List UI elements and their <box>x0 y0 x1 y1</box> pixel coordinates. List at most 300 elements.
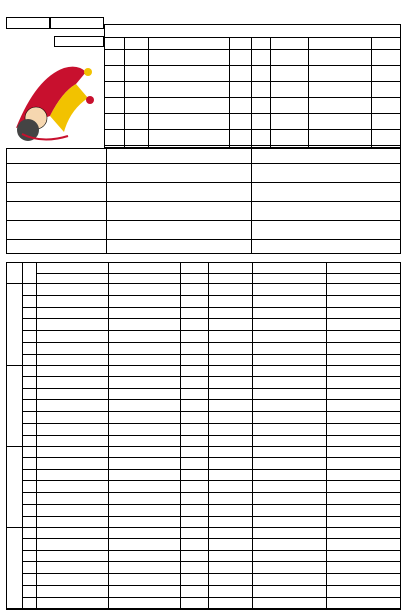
deal-cell <box>36 527 72 538</box>
deal-cell <box>326 319 398 330</box>
deal-cell <box>144 331 180 342</box>
quarter-score-b <box>256 164 316 182</box>
deal-cell <box>208 377 252 388</box>
col-a <box>36 273 108 283</box>
deal-cell <box>72 458 108 469</box>
penalite-a <box>252 355 326 365</box>
deal-cell <box>208 493 252 504</box>
deal-cell <box>252 377 302 388</box>
deal-cell <box>22 284 36 295</box>
bonus-b <box>371 66 401 81</box>
player-name-b <box>309 82 371 97</box>
deal-cell <box>180 527 208 538</box>
deal-cell <box>22 331 36 342</box>
deal-cell <box>252 331 302 342</box>
deal-cell <box>36 400 72 411</box>
deal-cell <box>144 527 180 538</box>
rule <box>270 37 271 148</box>
deal-cell <box>22 550 36 561</box>
licence-a <box>124 130 148 145</box>
deal-cell <box>208 296 252 307</box>
rule <box>251 148 252 254</box>
deal-cell <box>108 412 144 423</box>
deal-cell <box>252 307 302 318</box>
deal-cell <box>36 505 72 516</box>
deal-cell <box>72 412 108 423</box>
deal-cell <box>208 400 252 411</box>
col-ecart-b <box>208 273 252 283</box>
rule <box>252 262 253 610</box>
rule <box>371 37 372 148</box>
deal-cell <box>72 307 108 318</box>
bonus-a <box>229 66 251 81</box>
deal-cell <box>144 400 180 411</box>
att-player-a <box>40 355 110 365</box>
penalite-label <box>210 517 252 527</box>
quarter-label <box>6 202 106 220</box>
quarter-cumul-a <box>178 183 248 201</box>
rule <box>180 262 181 610</box>
deal-cell <box>252 574 302 585</box>
deal-cell <box>180 469 208 480</box>
bonus-a <box>229 98 251 113</box>
deal-cell <box>252 424 302 435</box>
deal-cell <box>108 331 144 342</box>
deal-cell <box>36 574 72 585</box>
deal-cell <box>326 424 398 435</box>
deal-cell <box>208 481 252 492</box>
deal-cell <box>326 481 398 492</box>
deal-cell <box>252 296 302 307</box>
bonus-a <box>229 50 251 65</box>
deal-cell <box>180 481 208 492</box>
deal-cell <box>144 469 180 480</box>
deal-cell <box>72 424 108 435</box>
deal-cell <box>252 550 302 561</box>
deal-cell <box>22 493 36 504</box>
deal-cell <box>144 505 180 516</box>
rule <box>208 262 209 610</box>
col-ecart-a <box>180 273 208 283</box>
deal-cell <box>36 550 72 561</box>
deal-cell <box>180 284 208 295</box>
quarter-score-a <box>108 221 178 239</box>
att-label <box>8 598 32 608</box>
rule <box>22 262 23 610</box>
deal-cell <box>72 550 108 561</box>
deal-cell <box>180 493 208 504</box>
col-pm-a <box>252 273 326 283</box>
bonus-b <box>371 130 401 145</box>
deal-cell <box>252 586 302 597</box>
deal-cell <box>36 343 72 354</box>
deal-cell <box>208 505 252 516</box>
team-a-title <box>124 24 251 37</box>
licence-b <box>252 82 308 97</box>
deal-cell <box>144 562 180 573</box>
quarter-label <box>6 183 106 201</box>
deal-cell <box>108 307 144 318</box>
rule <box>6 608 401 609</box>
deal-cell <box>36 539 72 550</box>
licence-b <box>252 66 308 81</box>
rule <box>148 37 149 148</box>
deal-cell <box>22 400 36 411</box>
deal-cell <box>108 550 144 561</box>
att-player-a <box>40 436 110 446</box>
deal-cell <box>326 365 398 376</box>
quarter-vertical-label <box>6 527 22 597</box>
bonus-label <box>6 149 106 163</box>
deal-cell <box>180 458 208 469</box>
licence-b <box>252 114 308 129</box>
deal-cell <box>36 331 72 342</box>
deal-cell <box>36 562 72 573</box>
bonus-total-a <box>124 149 251 163</box>
penalite-b <box>326 436 401 446</box>
deal-cell <box>144 307 180 318</box>
deal-cell <box>108 574 144 585</box>
col-bonus-b <box>371 38 401 49</box>
deal-cell <box>208 539 252 550</box>
deal-cell <box>326 469 398 480</box>
deal-cell <box>108 343 144 354</box>
deal-cell <box>108 319 144 330</box>
deal-cell <box>36 481 72 492</box>
deal-cell <box>326 574 398 585</box>
deal-cell <box>36 412 72 423</box>
deal-cell <box>144 481 180 492</box>
deal-cell <box>180 307 208 318</box>
deal-cell <box>326 284 398 295</box>
deal-cell <box>326 505 398 516</box>
deal-cell <box>208 319 252 330</box>
deal-cell <box>72 365 108 376</box>
deal-cell <box>208 586 252 597</box>
deal-cell <box>180 400 208 411</box>
penalite-a <box>252 598 326 608</box>
deal-cell <box>144 365 180 376</box>
col-pm-b <box>326 273 401 283</box>
bonus-a <box>229 130 251 145</box>
quarter-cumul-b <box>316 183 398 201</box>
bonus-b <box>371 114 401 129</box>
deal-cell <box>108 539 144 550</box>
deal-cell <box>180 296 208 307</box>
deal-cell <box>144 319 180 330</box>
deal-cell <box>22 505 36 516</box>
deal-cell <box>72 284 108 295</box>
deal-cell <box>22 527 36 538</box>
att-label <box>8 355 32 365</box>
deal-cell <box>108 562 144 573</box>
deal-cell <box>180 319 208 330</box>
deal-cell <box>208 365 252 376</box>
deal-cell <box>22 539 36 550</box>
deal-cell <box>72 493 108 504</box>
deal-cell <box>180 377 208 388</box>
deal-cell <box>144 586 180 597</box>
deal-cell <box>108 493 144 504</box>
deal-cell <box>252 493 302 504</box>
col-nom-a <box>148 38 229 49</box>
deal-cell <box>180 505 208 516</box>
quarter-score-b <box>256 183 316 201</box>
deal-cell <box>144 539 180 550</box>
deal-cell <box>108 296 144 307</box>
deal-cell <box>208 331 252 342</box>
deal-cell <box>36 296 72 307</box>
deal-cell <box>208 343 252 354</box>
quarter-score-a <box>108 202 178 220</box>
arbitre-name <box>8 46 104 57</box>
deal-cell <box>208 469 252 480</box>
deal-cell <box>252 562 302 573</box>
bonus-total-b <box>290 149 401 163</box>
deal-cell <box>326 458 398 469</box>
deal-cell <box>108 469 144 480</box>
deal-cell <box>72 446 108 457</box>
player-name-a <box>149 114 229 129</box>
deal-cell <box>36 586 72 597</box>
deal-cell <box>326 412 398 423</box>
deal-cell <box>326 400 398 411</box>
deal-cell <box>144 388 180 399</box>
deal-cell <box>144 412 180 423</box>
deal-cell <box>144 550 180 561</box>
licence-a <box>124 50 148 65</box>
deal-cell <box>180 388 208 399</box>
deal-cell <box>36 493 72 504</box>
rule <box>106 148 107 254</box>
deal-cell <box>72 469 108 480</box>
bonus-b <box>371 50 401 65</box>
deal-cell <box>72 296 108 307</box>
deal-cell <box>208 562 252 573</box>
deal-cell <box>208 412 252 423</box>
att-player-b <box>112 598 180 608</box>
deal-cell <box>108 505 144 516</box>
deal-cell <box>144 458 180 469</box>
deal-cell <box>22 388 36 399</box>
deal-cell <box>144 574 180 585</box>
jester-icon <box>6 58 104 144</box>
deal-cell <box>144 343 180 354</box>
quarter-score-b <box>256 202 316 220</box>
deal-cell <box>36 446 72 457</box>
deal-cell <box>72 481 108 492</box>
quarter-vertical-label <box>6 446 22 516</box>
deal-cell <box>108 424 144 435</box>
deal-cell <box>208 574 252 585</box>
col-licence-b <box>251 38 308 49</box>
penalite-b <box>326 517 401 527</box>
quarter-cumul-b <box>316 164 398 182</box>
deal-cell <box>144 296 180 307</box>
deal-cell <box>72 319 108 330</box>
deal-cell <box>180 562 208 573</box>
deal-cell <box>252 319 302 330</box>
penalite-b <box>326 598 401 608</box>
deal-cell <box>22 424 36 435</box>
licence-a <box>124 82 148 97</box>
deal-cell <box>252 400 302 411</box>
deal-cell <box>208 388 252 399</box>
att-player-a <box>40 517 110 527</box>
deal-cell <box>22 458 36 469</box>
deal-cell <box>72 400 108 411</box>
player-index <box>104 130 124 145</box>
deal-cell <box>108 377 144 388</box>
deal-cell <box>108 388 144 399</box>
player-index <box>104 98 124 113</box>
deal-cell <box>22 296 36 307</box>
player-name-b <box>309 130 371 145</box>
deal-cell <box>252 343 302 354</box>
rule <box>36 273 401 274</box>
total-label <box>8 240 98 254</box>
deal-cell <box>108 365 144 376</box>
deal-cell <box>180 412 208 423</box>
deal-cell <box>36 469 72 480</box>
deal-cell <box>72 388 108 399</box>
deal-cell <box>22 469 36 480</box>
quarter-vertical-label <box>6 365 22 435</box>
deal-cell <box>208 550 252 561</box>
deal-cell <box>36 458 72 469</box>
player-name-a <box>149 130 229 145</box>
licence-b <box>252 50 308 65</box>
penalite-b <box>326 355 401 365</box>
deal-cell <box>36 319 72 330</box>
quarter-label <box>6 221 106 239</box>
deal-cell <box>180 586 208 597</box>
total-b <box>270 239 401 254</box>
deal-cell <box>180 343 208 354</box>
deal-cell <box>208 527 252 538</box>
deal-cell <box>252 446 302 457</box>
deal-cell <box>208 458 252 469</box>
deal-cell <box>326 539 398 550</box>
quarter-cumul-b <box>316 221 398 239</box>
rule <box>308 37 309 148</box>
deal-cell <box>180 424 208 435</box>
deal-cell <box>326 586 398 597</box>
quarter-vertical-label <box>6 284 22 354</box>
licence-b <box>252 98 308 113</box>
penalite-label <box>210 436 252 446</box>
deal-cell <box>36 388 72 399</box>
deal-cell <box>72 505 108 516</box>
deal-cell <box>108 481 144 492</box>
deal-cell <box>326 527 398 538</box>
deal-cell <box>326 343 398 354</box>
date-value <box>52 17 104 29</box>
deal-cell <box>208 424 252 435</box>
licence-b <box>252 130 308 145</box>
rule <box>326 262 327 610</box>
rule <box>124 37 125 148</box>
player-index <box>104 66 124 81</box>
deal-cell <box>208 284 252 295</box>
page-number <box>360 1 390 14</box>
deal-cell <box>252 527 302 538</box>
col-etu <box>22 265 36 279</box>
deal-cell <box>72 562 108 573</box>
deal-cell <box>326 296 398 307</box>
deal-cell <box>72 574 108 585</box>
team-b-title <box>290 24 401 37</box>
player-index <box>104 50 124 65</box>
deal-cell <box>22 377 36 388</box>
deal-cell <box>326 388 398 399</box>
quarter-cumul-a <box>178 164 248 182</box>
att-player-b <box>112 436 180 446</box>
club-logo <box>6 58 104 144</box>
quarter-cumul-a <box>178 221 248 239</box>
player-name-b <box>309 98 371 113</box>
deal-cell <box>252 505 302 516</box>
date-label <box>8 17 50 29</box>
deal-cell <box>72 377 108 388</box>
deal-cell <box>326 493 398 504</box>
col-ecart <box>180 263 252 273</box>
deal-cell <box>108 446 144 457</box>
deal-cell <box>252 388 302 399</box>
deal-cell <box>36 284 72 295</box>
deal-cell <box>22 307 36 318</box>
deal-cell <box>22 446 36 457</box>
licence-a <box>124 114 148 129</box>
player-name-b <box>309 114 371 129</box>
player-name-a <box>149 82 229 97</box>
rule <box>36 262 37 610</box>
deal-cell <box>252 412 302 423</box>
att-player-b <box>112 517 180 527</box>
deal-cell <box>108 527 144 538</box>
bonus-b <box>371 82 401 97</box>
penalite-a <box>252 436 326 446</box>
deal-cell <box>22 343 36 354</box>
quarter-score-a <box>108 183 178 201</box>
deal-cell <box>326 307 398 318</box>
deal-cell <box>252 469 302 480</box>
deal-cell <box>180 574 208 585</box>
deal-cell <box>326 377 398 388</box>
deal-cell <box>252 481 302 492</box>
deal-cell <box>22 586 36 597</box>
deal-cell <box>144 446 180 457</box>
deal-cell <box>22 481 36 492</box>
deal-cell <box>180 365 208 376</box>
quarter-label <box>6 164 106 182</box>
bonus-a <box>229 114 251 129</box>
deal-cell <box>252 539 302 550</box>
deal-cell <box>72 527 108 538</box>
deal-cell <box>252 458 302 469</box>
deal-cell <box>36 307 72 318</box>
player-name-a <box>149 66 229 81</box>
col-nom-b <box>308 38 371 49</box>
total-a <box>124 239 251 254</box>
col-b <box>108 273 180 283</box>
deal-cell <box>144 377 180 388</box>
penalite-a <box>252 517 326 527</box>
deal-cell <box>22 574 36 585</box>
deal-cell <box>108 400 144 411</box>
player-name-a <box>149 50 229 65</box>
deal-cell <box>144 493 180 504</box>
